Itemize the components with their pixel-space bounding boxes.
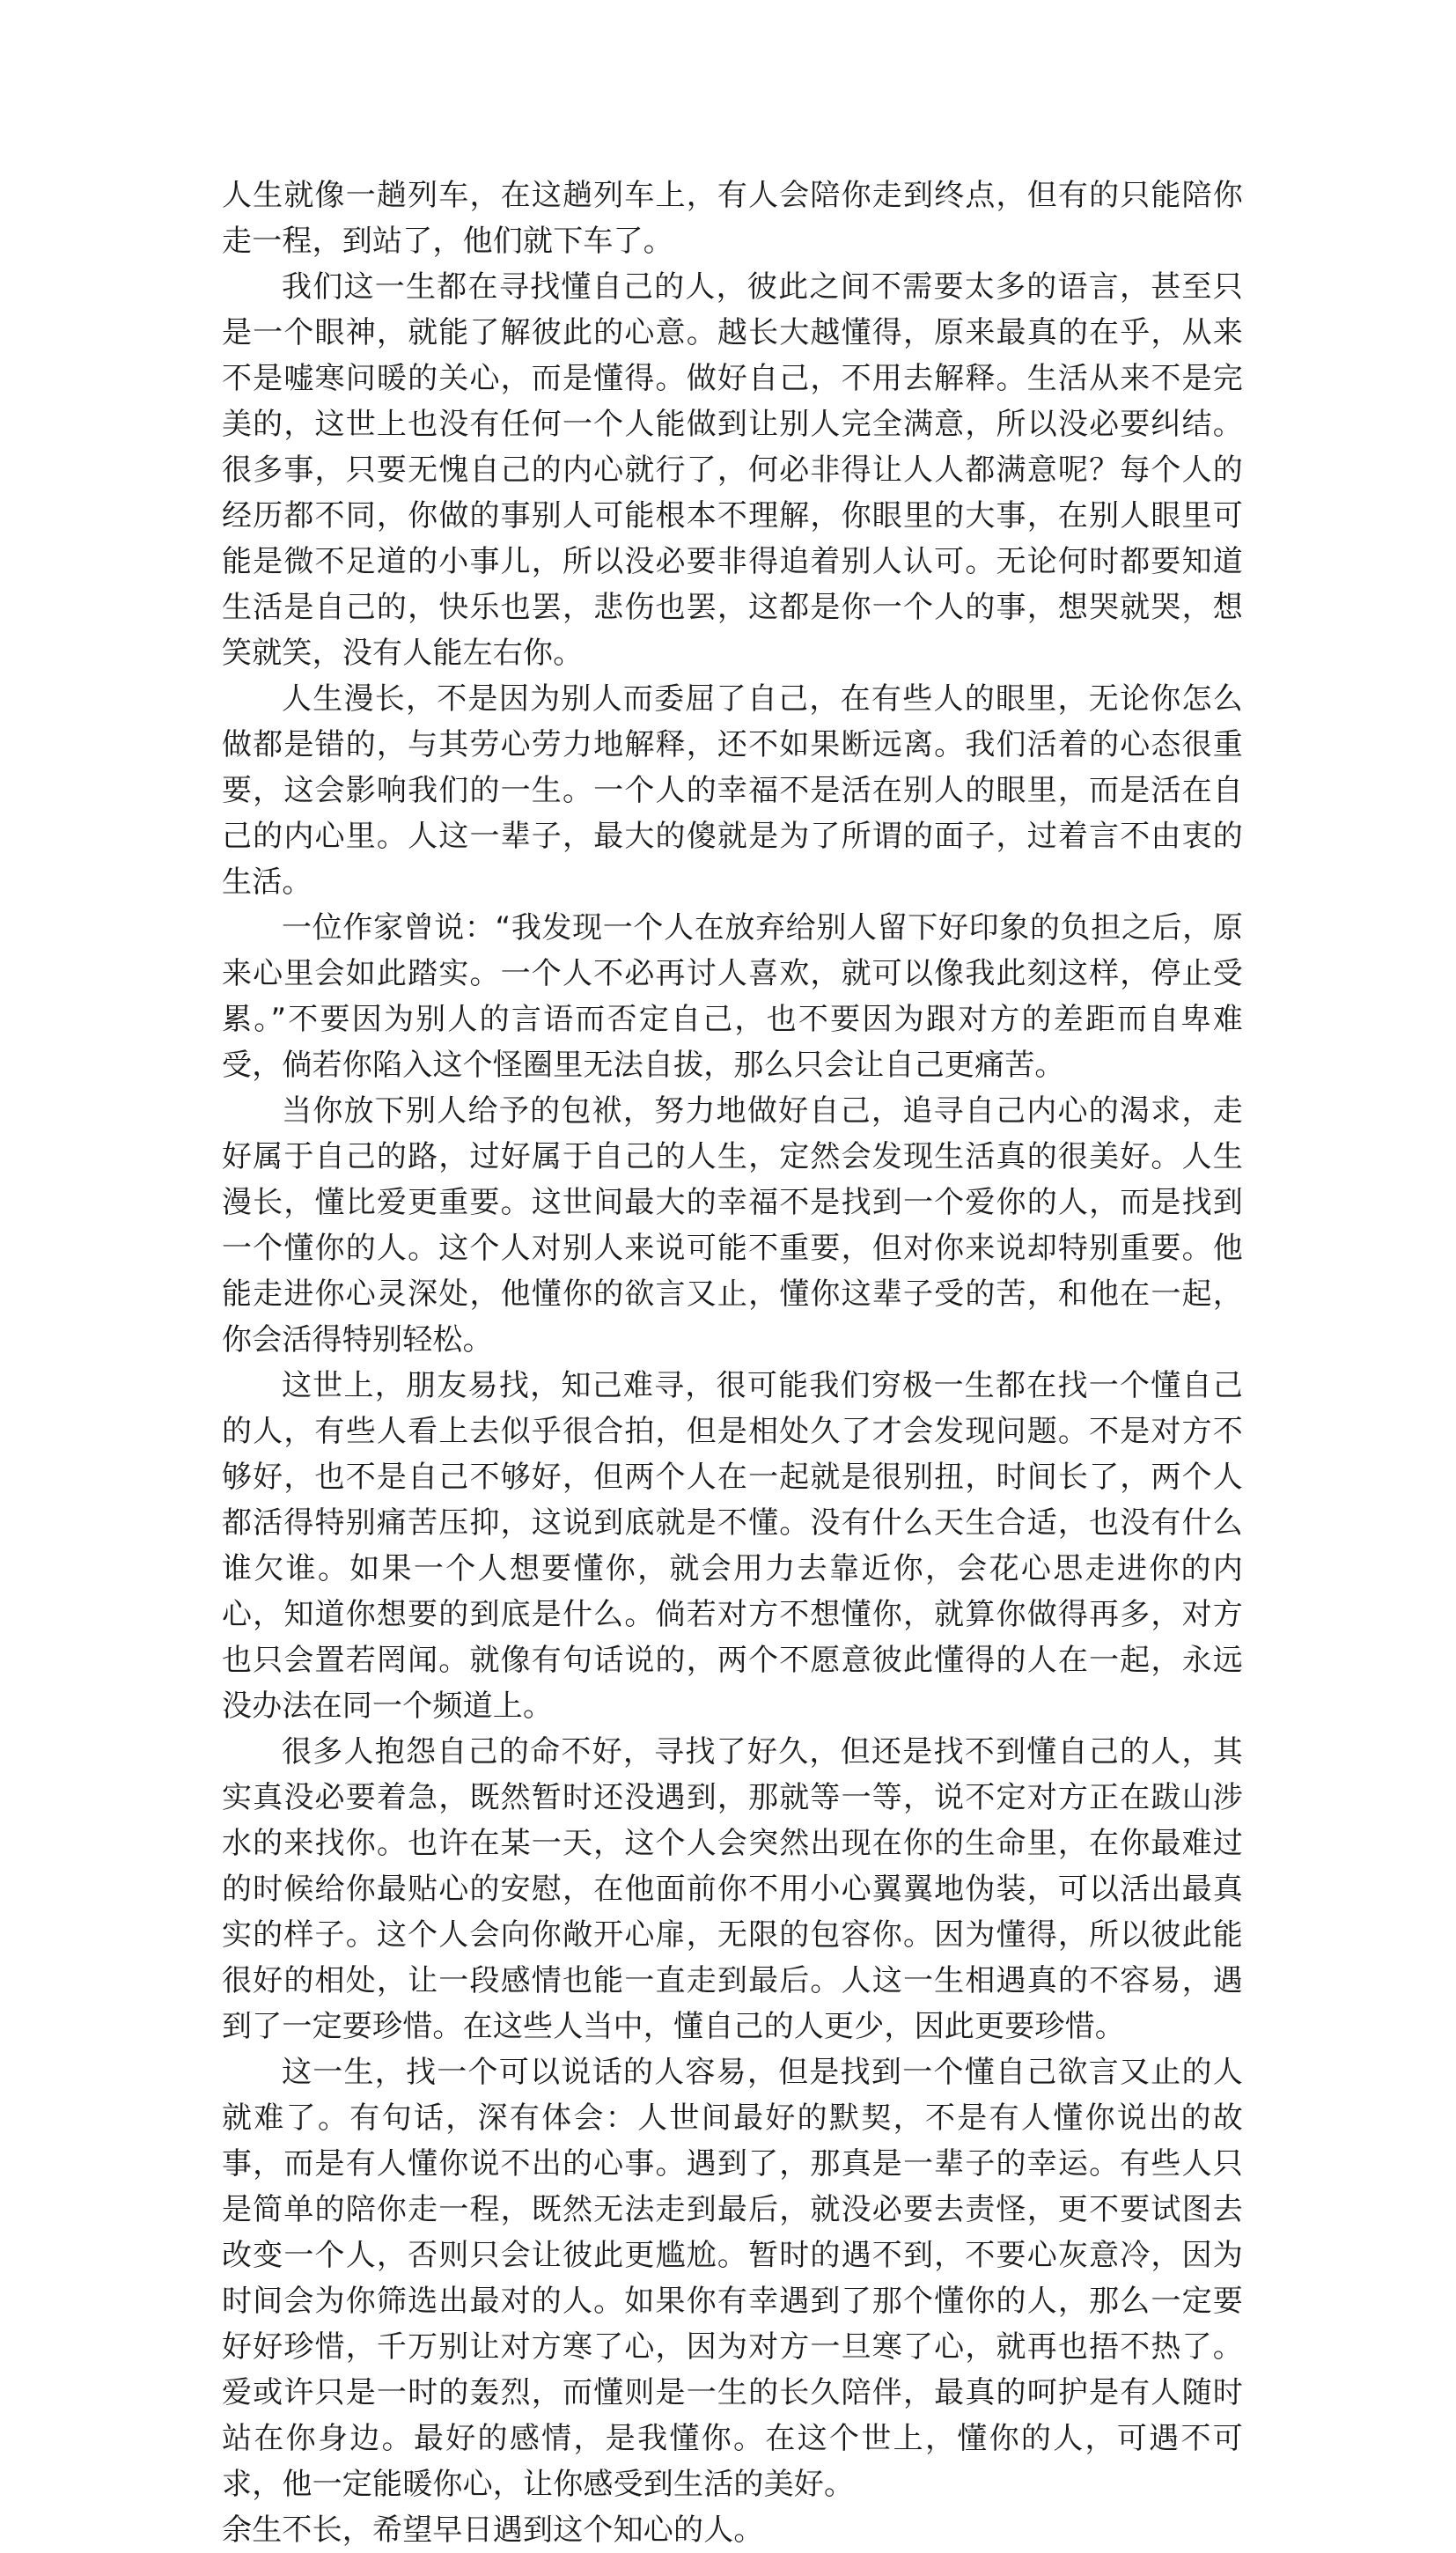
paragraph-1: 人生就像一趟列车，在这趟列车上，有人会陪你走到终点，但有的只能陪你走一程，到站了，他们就下车了。 (222, 178, 1243, 259)
paragraph-4: 一位作家曾说：“我发现一个人在放弃给别人留下好印象的负担之后，原来心里会如此踏实。一个人不必再讨人喜欢，就可以像我此刻这样，停止受累。”不要因为别人的言语而否定自己，也不要因为跟对方的差距而自卑难受，倘若你陷入这个怪圈里无法自拔，那么只会让自己更痛苦。 (222, 910, 1243, 1083)
paragraph-6: 这世上，朋友易找，知己难寻，很可能我们穷极一生都在找一个懂自己的人，有些人看上去似乎很合拍，但是相处久了才会发现问题。不是对方不够好，也不是自己不够好，但两个人在一起就是很别扭，时间长了，两个人都活得特别痛苦压抑，这说到底就是不懂。没有什么天生合适，也没有什么谁欠谁。如果一个人想要懂你，就会用力去靠近你，会花心思走进你的内心，知道你想要的到底是什么。倘若对方不想懂你，就算你做得再多，对方也只会置若罔闻。就像有句话说的，两个不愿意彼此懂得的人在一起，永远没办法在同一个频道上。 (222, 1368, 1243, 1724)
paragraph-3: 人生漫长，不是因为别人而委屈了自己，在有些人的眼里，无论你怎么做都是错的，与其劳心劳力地解释，还不如果断远离。我们活着的心态很重要，这会影响我们的一生。一个人的幸福不是活在别人的眼里，而是活在自己的内心里。人这一辈子，最大的傻就是为了所谓的面子，过着言不由衷的生活。 (222, 681, 1243, 900)
document-body (222, 173, 1243, 2553)
paragraph-9: 余生不长，希望早日遇到这个知心的人。 (222, 2513, 764, 2548)
paragraph-8: 这一生，找一个可以说话的人容易，但是找到一个懂自己欲言又止的人就难了。有句话，深有体会：人世间最好的默契，不是有人懂你说出的故事，而是有人懂你说不出的心事。遇到了，那真是一辈子的幸运。有些人只是简单的陪你走一程，既然无法走到最后，就没必要去责怪，更不要试图去改变一个人，否则只会让彼此更尴尬。暂时的遇不到，不要心灰意冷，因为时间会为你筛选出最对的人。如果你有幸遇到了那个懂你的人，那么一定要好好珍惜，千万别让对方寒了心，因为对方一旦寒了心，就再也捂不热了。爱或许只是一时的轰烈，而懂则是一生的长久陪伴，最真的呵护是有人随时站在你身边。最好的感情，是我懂你。在这个世上，懂你的人，可遇不可求，他一定能暖你心，让你感受到生活的美好。 (222, 2055, 1243, 2502)
paragraph-2: 我们这一生都在寻找懂自己的人，彼此之间不需要太多的语言，甚至只是一个眼神，就能了解彼此的心意。越长大越懂得，原来最真的在乎，从来不是嘘寒问暖的关心，而是懂得。做好自己，不用去解释。生活从来不是完美的，这世上也没有任何一个人能做到让别人完全满意，所以没必要纠结。很多事，只要无愧自己的内心就行了，何必非得让人人都满意呢？每个人的经历都不同，你做的事别人可能根本不理解，你眼里的大事，在别人眼里可能是微不足道的小事儿，所以没必要非得追着别人认可。无论何时都要知道生活是自己的，快乐也罢，悲伤也罢，这都是你一个人的事，想哭就哭，想笑就笑，没有人能左右你。 (222, 269, 1243, 671)
paragraph-5: 当你放下别人给予的包袱，努力地做好自己，追寻自己内心的渴求，走好属于自己的路，过好属于自己的人生，定然会发现生活真的很美好。人生漫长，懂比爱更重要。这世间最大的幸福不是找到一个爱你的人，而是找到一个懂你的人。这个人对别人来说可能不重要，但对你来说却特别重要。他能走进你心灵深处，他懂你的欲言又止，懂你这辈子受的苦，和他在一起，你会活得特别轻松。 (222, 1093, 1243, 1357)
paragraph-7: 很多人抱怨自己的命不好，寻找了好久，但还是找不到懂自己的人，其实真没必要着急，既然暂时还没遇到，那就等一等，说不定对方正在跋山涉水的来找你。也许在某一天，这个人会突然出现在你的生命里，在你最难过的时候给你最贴心的安慰，在他面前你不用小心翼翼地伪装，可以活出最真实的样子。这个人会向你敞开心扉，无限的包容你。因为懂得，所以彼此能很好的相处，让一段感情也能一直走到最后。人这一生相遇真的不容易，遇到了一定要珍惜。在这些人当中，懂自己的人更少，因此更要珍惜。 (222, 1734, 1243, 2044)
